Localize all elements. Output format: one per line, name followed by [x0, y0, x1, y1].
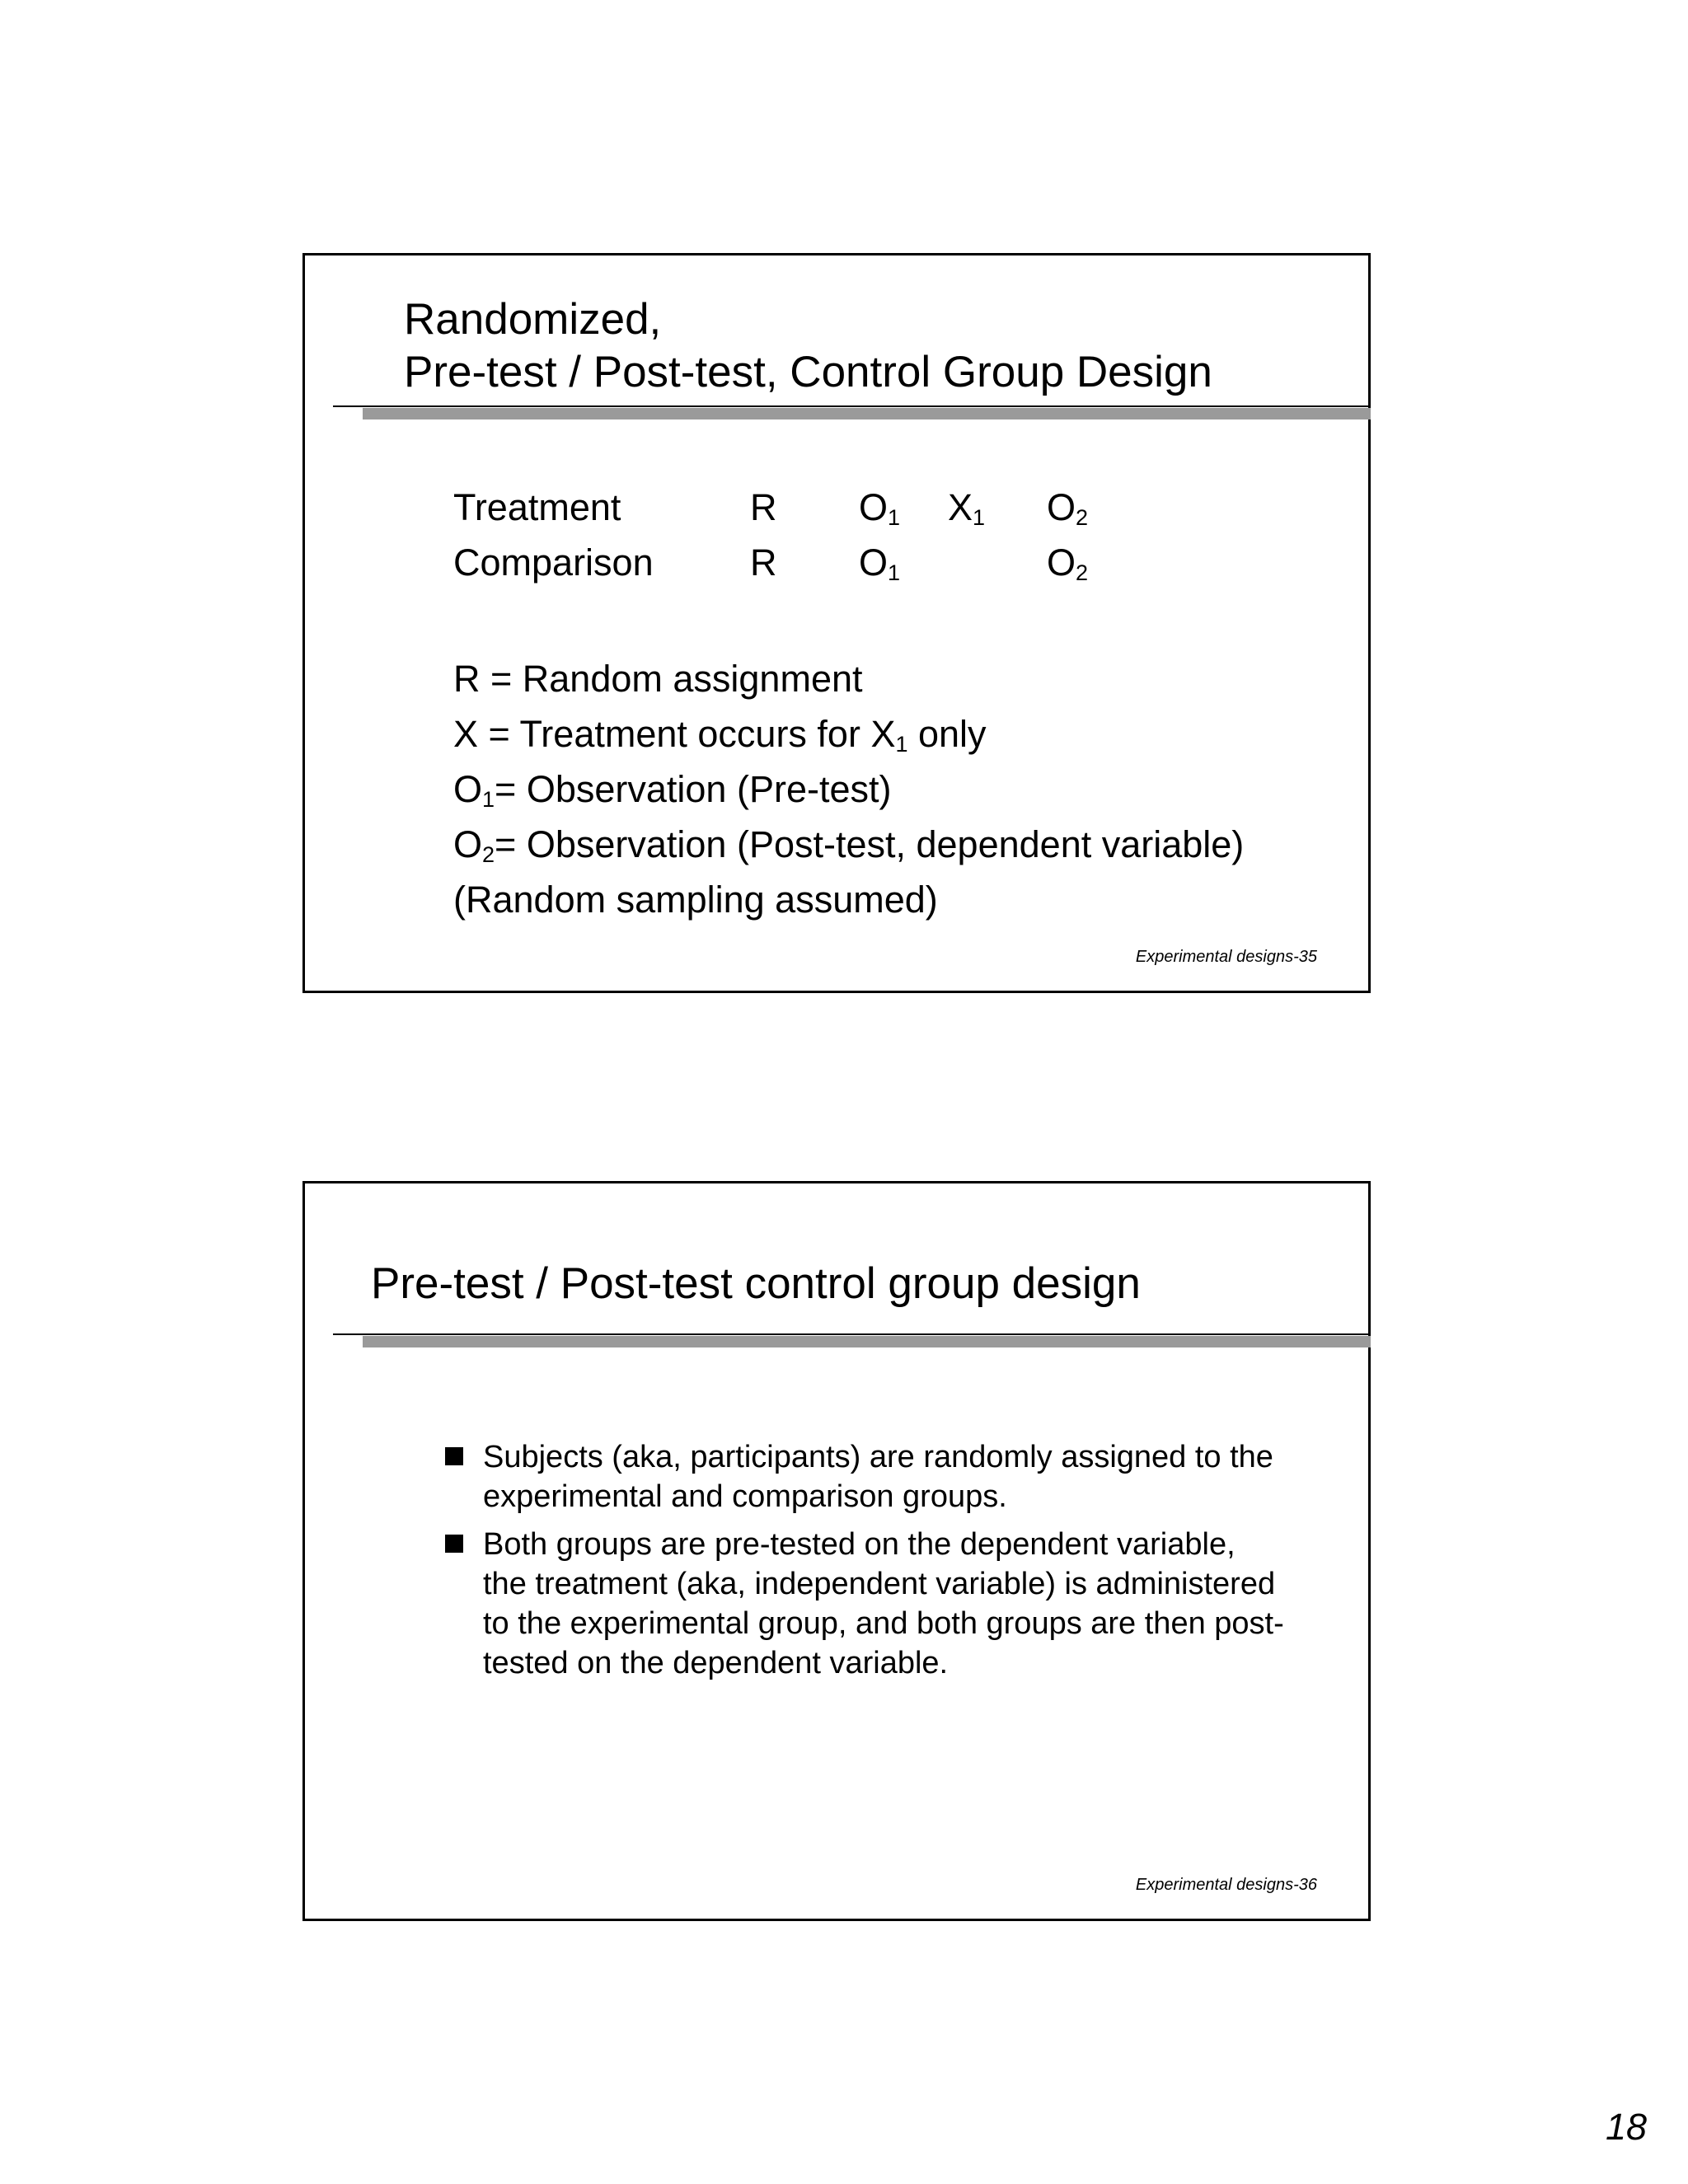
title-rule [333, 405, 1371, 407]
slide-title [404, 293, 1212, 399]
square-bullet-icon [445, 1535, 463, 1553]
legend-posttest-observation: $O_2=$ Observation (Post-test, dependent variable) [453, 823, 1245, 867]
posttest-observation-symbol: $O_2$ [1047, 541, 1089, 585]
pretest-observation-symbol: $O_1$ [859, 486, 901, 530]
legend-random-assignment: R = Random assignment [453, 658, 863, 700]
posttest-observation-symbol: $O_2$ [1047, 486, 1089, 530]
slide-experimental-designs-35 [302, 253, 1371, 993]
random-assignment-symbol: R [750, 486, 777, 528]
random-assignment-symbol: R [750, 541, 777, 583]
bullet-list [445, 1437, 1286, 1691]
title-rule [333, 1333, 1371, 1335]
symbol-legend [453, 651, 1244, 927]
title-underline-bar [363, 408, 1371, 419]
slide-footer-label: Experimental designs-36 [1135, 1876, 1317, 1894]
slide-title-line-1: Randomized, [404, 295, 662, 344]
slide-title: Pre-test / Post-test control group design [371, 1259, 1141, 1308]
bullet-text: Both groups are pre-tested on the dependent variable, the treatment (aka, independent variable) is administered to the experimental group, and both groups are then post-tested on the dependent variable. [483, 1527, 1284, 1680]
slide-experimental-designs-36 [302, 1181, 1371, 1921]
title-underline-bar [363, 1336, 1371, 1347]
slide-title-line-2: Pre-test / Post-test, Control Group Design [404, 348, 1212, 396]
page-number: 18 [1605, 2106, 1647, 2148]
treatment-symbol: $X_1$ [948, 486, 986, 530]
square-bullet-icon [445, 1447, 463, 1465]
slide-footer-label: Experimental designs-35 [1135, 948, 1317, 966]
legend-sampling-note: (Random sampling assumed) [453, 879, 938, 921]
bullet-item [445, 1437, 1286, 1516]
pretest-observation-symbol: $O_1$ [859, 541, 901, 585]
bullet-text: Subjects (aka, participants) are randomly assigned to the experimental and comparison groups. [483, 1440, 1273, 1514]
legend-pretest-observation: $O_1=$ Observation (Pre-test) [453, 768, 892, 812]
group-name: Comparison [453, 541, 654, 583]
group-name: Treatment [453, 486, 621, 528]
bullet-item [445, 1525, 1286, 1683]
legend-treatment: X = Treatment occurs for $X_1$ only [453, 713, 987, 757]
